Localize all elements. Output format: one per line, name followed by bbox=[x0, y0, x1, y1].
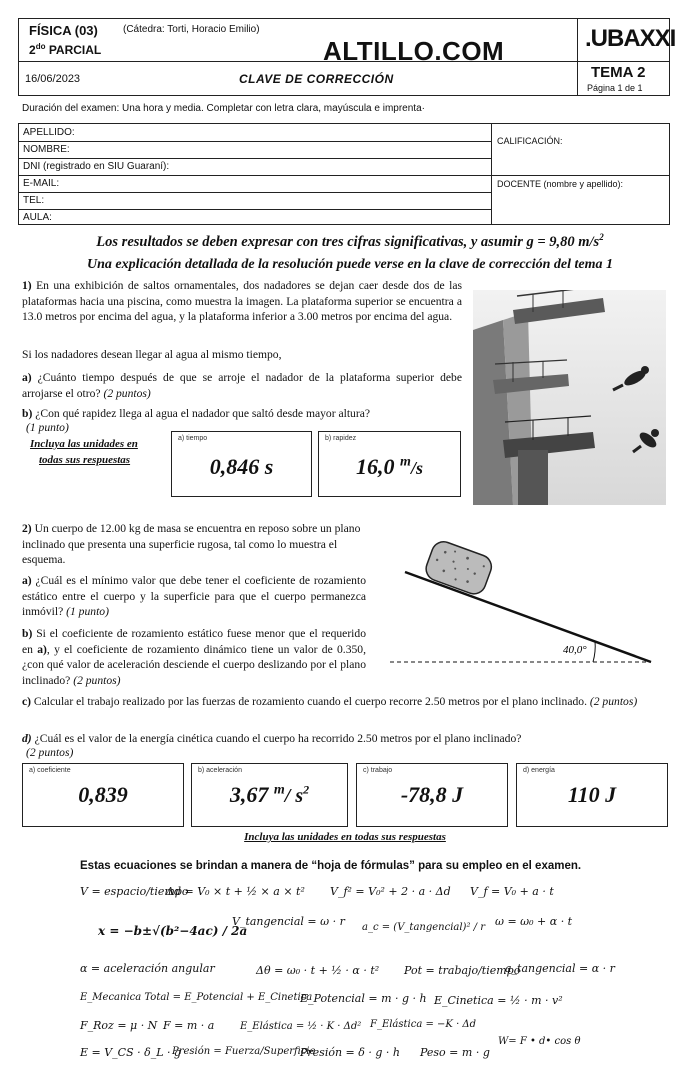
instruction-sup: 2 bbox=[599, 232, 604, 242]
q2-answer-a-label: a) coeficiente bbox=[29, 767, 71, 774]
form-divider-v bbox=[491, 124, 492, 224]
diving-platform-photo bbox=[473, 290, 666, 505]
formula-angle: Δθ = ω₀ · t + ½ · α · t² bbox=[256, 964, 380, 977]
q1-number: 1) bbox=[22, 279, 32, 292]
incline-angle-label: 40,0° bbox=[563, 644, 587, 656]
q2-answer-b bbox=[191, 763, 348, 827]
instruction-line-2: Una explicación detallada de la resolución puede verse en la clave de corrección del tema 1 bbox=[86, 257, 614, 272]
field-row-line bbox=[19, 175, 491, 176]
field-email[interactable]: E-MAIL: bbox=[23, 178, 60, 189]
q2-a-text: ¿Cuál es el mínimo valor que debe tener el coeficiente de rozamiento estático entre el cuerpo y la superficie para que el cuerpo permanezca inmóvil? bbox=[22, 574, 366, 619]
header-divider-v bbox=[577, 19, 578, 95]
q2-number: 2) bbox=[22, 522, 32, 535]
q2-b-label: b) bbox=[22, 627, 33, 640]
q2-answer-b-label: b) aceleración bbox=[198, 767, 242, 774]
formula-angular-velocity: ω = ω₀ + α · t bbox=[495, 915, 573, 928]
field-row-line bbox=[19, 209, 491, 210]
formula-displacement: Δd = V₀ × t + ½ × a × t² bbox=[166, 885, 305, 898]
q2-d-label: d) bbox=[22, 732, 32, 745]
inclined-plane-diagram bbox=[385, 540, 660, 670]
q2-answer-c-value: -78,8 J bbox=[400, 782, 464, 807]
q2-answer-a-value: 0,839 bbox=[78, 782, 128, 807]
q2-answer-b-unit-sup: 2 bbox=[303, 782, 310, 797]
header-box bbox=[18, 18, 676, 96]
q1-a-text: ¿Cuánto tiempo después de que se arroje el nadador de la plataforma superior debe arrojarse el otro? bbox=[22, 371, 462, 400]
tema-label: TEMA 2 bbox=[591, 64, 646, 81]
q1-answer-b-label: b) rapidez bbox=[325, 435, 357, 442]
chair-name: (Cátedra: Torti, Horacio Emilio) bbox=[123, 24, 260, 35]
formula-tangential-accel: a_tangencial = α · r bbox=[505, 962, 615, 975]
formula-mechanical-energy: E_Mecanica Total = E_Potencial + E_Cinetica bbox=[80, 992, 313, 1003]
q2-d-text: ¿Cuál es el valor de la energía cinética cuando el cuerpo ha recorrido 2.50 metros por el plano inclinado? bbox=[34, 732, 522, 745]
q2-part-a bbox=[22, 573, 366, 620]
q1-answer-a bbox=[171, 431, 312, 497]
q2-answer-b-value: 3,67 bbox=[229, 782, 269, 807]
q2-b-text-2: , y el coeficiente de rozamiento dinámico tiene un valor de 0.350, ¿con qué valor de aceleración desciende el cuerpo deslizando por el plano inclinado? bbox=[22, 642, 366, 687]
field-row-line bbox=[19, 141, 491, 142]
formula-angular-accel: α = aceleración angular bbox=[80, 962, 215, 975]
page-number: Página 1 de 1 bbox=[587, 83, 643, 93]
q2-c-label: c) bbox=[22, 695, 32, 708]
formula-weight: Peso = m · g bbox=[420, 1046, 490, 1059]
q1-units-note-2: todas sus respuestas bbox=[39, 454, 131, 466]
formula-speed: V = espacio/tiempo bbox=[80, 885, 189, 898]
formula-friction: F_Roz = μ · N bbox=[80, 1019, 158, 1032]
instruction-line-1 bbox=[0, 232, 700, 251]
formula-potential-energy: E_Potencial = m · g · h bbox=[300, 992, 427, 1005]
q1-statement-2: Si los nadadores desean llegar al agua al mismo tiempo, bbox=[22, 348, 282, 361]
field-tel[interactable]: TEL: bbox=[23, 195, 45, 206]
exam-date: 16/06/2023 bbox=[25, 73, 81, 85]
q1-answer-b bbox=[318, 431, 461, 497]
q2-part-c bbox=[22, 694, 668, 710]
q2-b-text: Si el coeficiente de rozamiento estático fuese menor que el requerido en bbox=[22, 627, 366, 656]
q2-c-points: (2 puntos) bbox=[589, 695, 638, 708]
subject-title: FÍSICA (03) bbox=[29, 23, 98, 38]
field-aula[interactable]: AULA: bbox=[23, 212, 52, 223]
q2-a-label: a) bbox=[22, 574, 32, 587]
uba-logo: .UBAXXI bbox=[585, 25, 676, 52]
q1-statement bbox=[22, 278, 462, 325]
formula-kinetic-energy: E_Cinetica = ½ · m · v² bbox=[434, 994, 563, 1007]
q2-answer-c-label: c) trabajo bbox=[363, 767, 393, 774]
q1-text: En una exhibición de saltos ornamentales, dos nadadores se dejan caer desde dos de las plataformas hacia una piscina, como muestra la imagen. La plataforma superior se encuentra a 13.0 metros por encima del agua, y la plataforma inferior a 3.00 metros por encima del agua. bbox=[22, 279, 462, 324]
form-divider-right bbox=[491, 175, 669, 176]
formula-elastic-force: F_Elástica = −K · Δd bbox=[370, 1019, 477, 1030]
q2-units-note: Incluya las unidades en todas sus respuestas bbox=[244, 831, 446, 843]
q1-b-points: (1 punto) bbox=[26, 421, 69, 434]
q2-c-text: Calcular el trabajo realizado por las fuerzas de rozamiento cuando el cuerpo recorre 2.50 metros por el plano inclinado. bbox=[33, 695, 587, 708]
q2-answer-a bbox=[22, 763, 184, 827]
field-apellido[interactable]: APELLIDO: bbox=[23, 127, 75, 138]
exam-num: 2 bbox=[29, 43, 36, 57]
q2-part-b bbox=[22, 626, 366, 688]
q1-answer-b-unit-num: m bbox=[400, 454, 411, 470]
q2-answer-b-value-wrap bbox=[192, 782, 347, 808]
formula-centripetal: a_c = (V_tangencial)² / r bbox=[362, 922, 485, 933]
q1-part-a bbox=[22, 370, 462, 401]
formula-power: Pot = trabajo/tiempo bbox=[404, 964, 521, 977]
teacher-label: DOCENTE (nombre y apellido): bbox=[497, 179, 624, 189]
exam-type bbox=[29, 42, 101, 57]
formula-torricelli: V_f² = V₀² + 2 · a · Δd bbox=[330, 885, 451, 898]
grade-label: CALIFICACIÓN: bbox=[497, 136, 563, 146]
q2-answer-d-value: 110 J bbox=[567, 782, 617, 807]
formula-sheet-title: Estas ecuaciones se brindan a manera de “hoja de fórmulas” para su empleo en el examen. bbox=[80, 860, 582, 872]
q2-answer-d bbox=[516, 763, 668, 827]
q2-d-points: (2 puntos) bbox=[26, 746, 74, 759]
q1-answer-b-unit-den: /s bbox=[410, 458, 423, 478]
q2-b-points: (2 puntos) bbox=[73, 673, 121, 687]
formula-buoyancy: E = V_CS · δ_L · g bbox=[80, 1046, 182, 1059]
q2-answer-b-unit-2: / s bbox=[284, 785, 304, 807]
q2-answer-b-unit: m bbox=[273, 782, 285, 798]
correction-key: CLAVE DE CORRECCIÓN bbox=[239, 72, 394, 86]
q1-answer-a-label: a) tiempo bbox=[178, 435, 208, 442]
q1-a-points: (2 puntos) bbox=[103, 386, 151, 400]
formula-quadratic: x = −b±√(b²−4ac) / 2a bbox=[98, 924, 248, 938]
duration-note: Duración del examen: Una hora y media. Completar con letra clara, mayúscula e imprenta· bbox=[22, 103, 425, 114]
formula-pressure: Presión = Fuerza/Superficie bbox=[172, 1046, 316, 1057]
q2-answer-d-label: d) energía bbox=[523, 767, 555, 774]
formula-tangential-velocity: V_tangencial = ω · r bbox=[232, 915, 345, 928]
formula-newton: F = m · a bbox=[163, 1019, 215, 1032]
field-row-line bbox=[19, 192, 491, 193]
exam-sup: do bbox=[35, 42, 46, 51]
q1-b-text: ¿Con qué rapidez llega al agua el nadador que saltó desde mayor altura? bbox=[35, 407, 371, 420]
q1-answer-b-value: 16,0 bbox=[356, 454, 395, 479]
q1-answer-a-value: 0,846 s bbox=[209, 454, 274, 479]
q2-statement bbox=[22, 521, 366, 568]
q1-answer-b-value-wrap bbox=[319, 454, 460, 480]
field-dni[interactable]: DNI (registrado en SIU Guaraní): bbox=[23, 161, 170, 172]
formula-work: W= F • d• cos θ bbox=[498, 1036, 581, 1047]
q1-units-note-1: Incluya las unidades en bbox=[30, 438, 138, 450]
watermark: ALTILLO.COM bbox=[323, 36, 505, 66]
field-nombre[interactable]: NOMBRE: bbox=[23, 144, 70, 155]
q1-b-label: b) bbox=[22, 407, 33, 420]
student-form bbox=[18, 123, 670, 225]
field-row-line bbox=[19, 158, 491, 159]
formula-hydrostatic: Presión = δ · g · h bbox=[300, 1046, 400, 1059]
exam-type-label: PARCIAL bbox=[48, 43, 102, 57]
q2-part-d bbox=[22, 731, 668, 747]
q1-part-b bbox=[22, 406, 462, 422]
formula-final-velocity: V_f = V₀ + a · t bbox=[470, 885, 554, 898]
instruction-text-1: Los resultados se deben expresar con tres cifras significativas, y asumir g = 9,80 m/s bbox=[96, 233, 600, 250]
q2-b-ref: a) bbox=[37, 642, 47, 656]
q2-text: Un cuerpo de 12.00 kg de masa se encuentra en reposo sobre un plano inclinado que presenta una superficie rugosa, tal como lo muestra el esquema. bbox=[22, 522, 361, 567]
formula-elastic-energy: E_Elástica = ½ · K · Δd² bbox=[240, 1021, 362, 1032]
q2-answer-c bbox=[356, 763, 508, 827]
q1-a-label: a) bbox=[22, 371, 32, 384]
q2-a-points: (1 punto) bbox=[66, 605, 109, 619]
